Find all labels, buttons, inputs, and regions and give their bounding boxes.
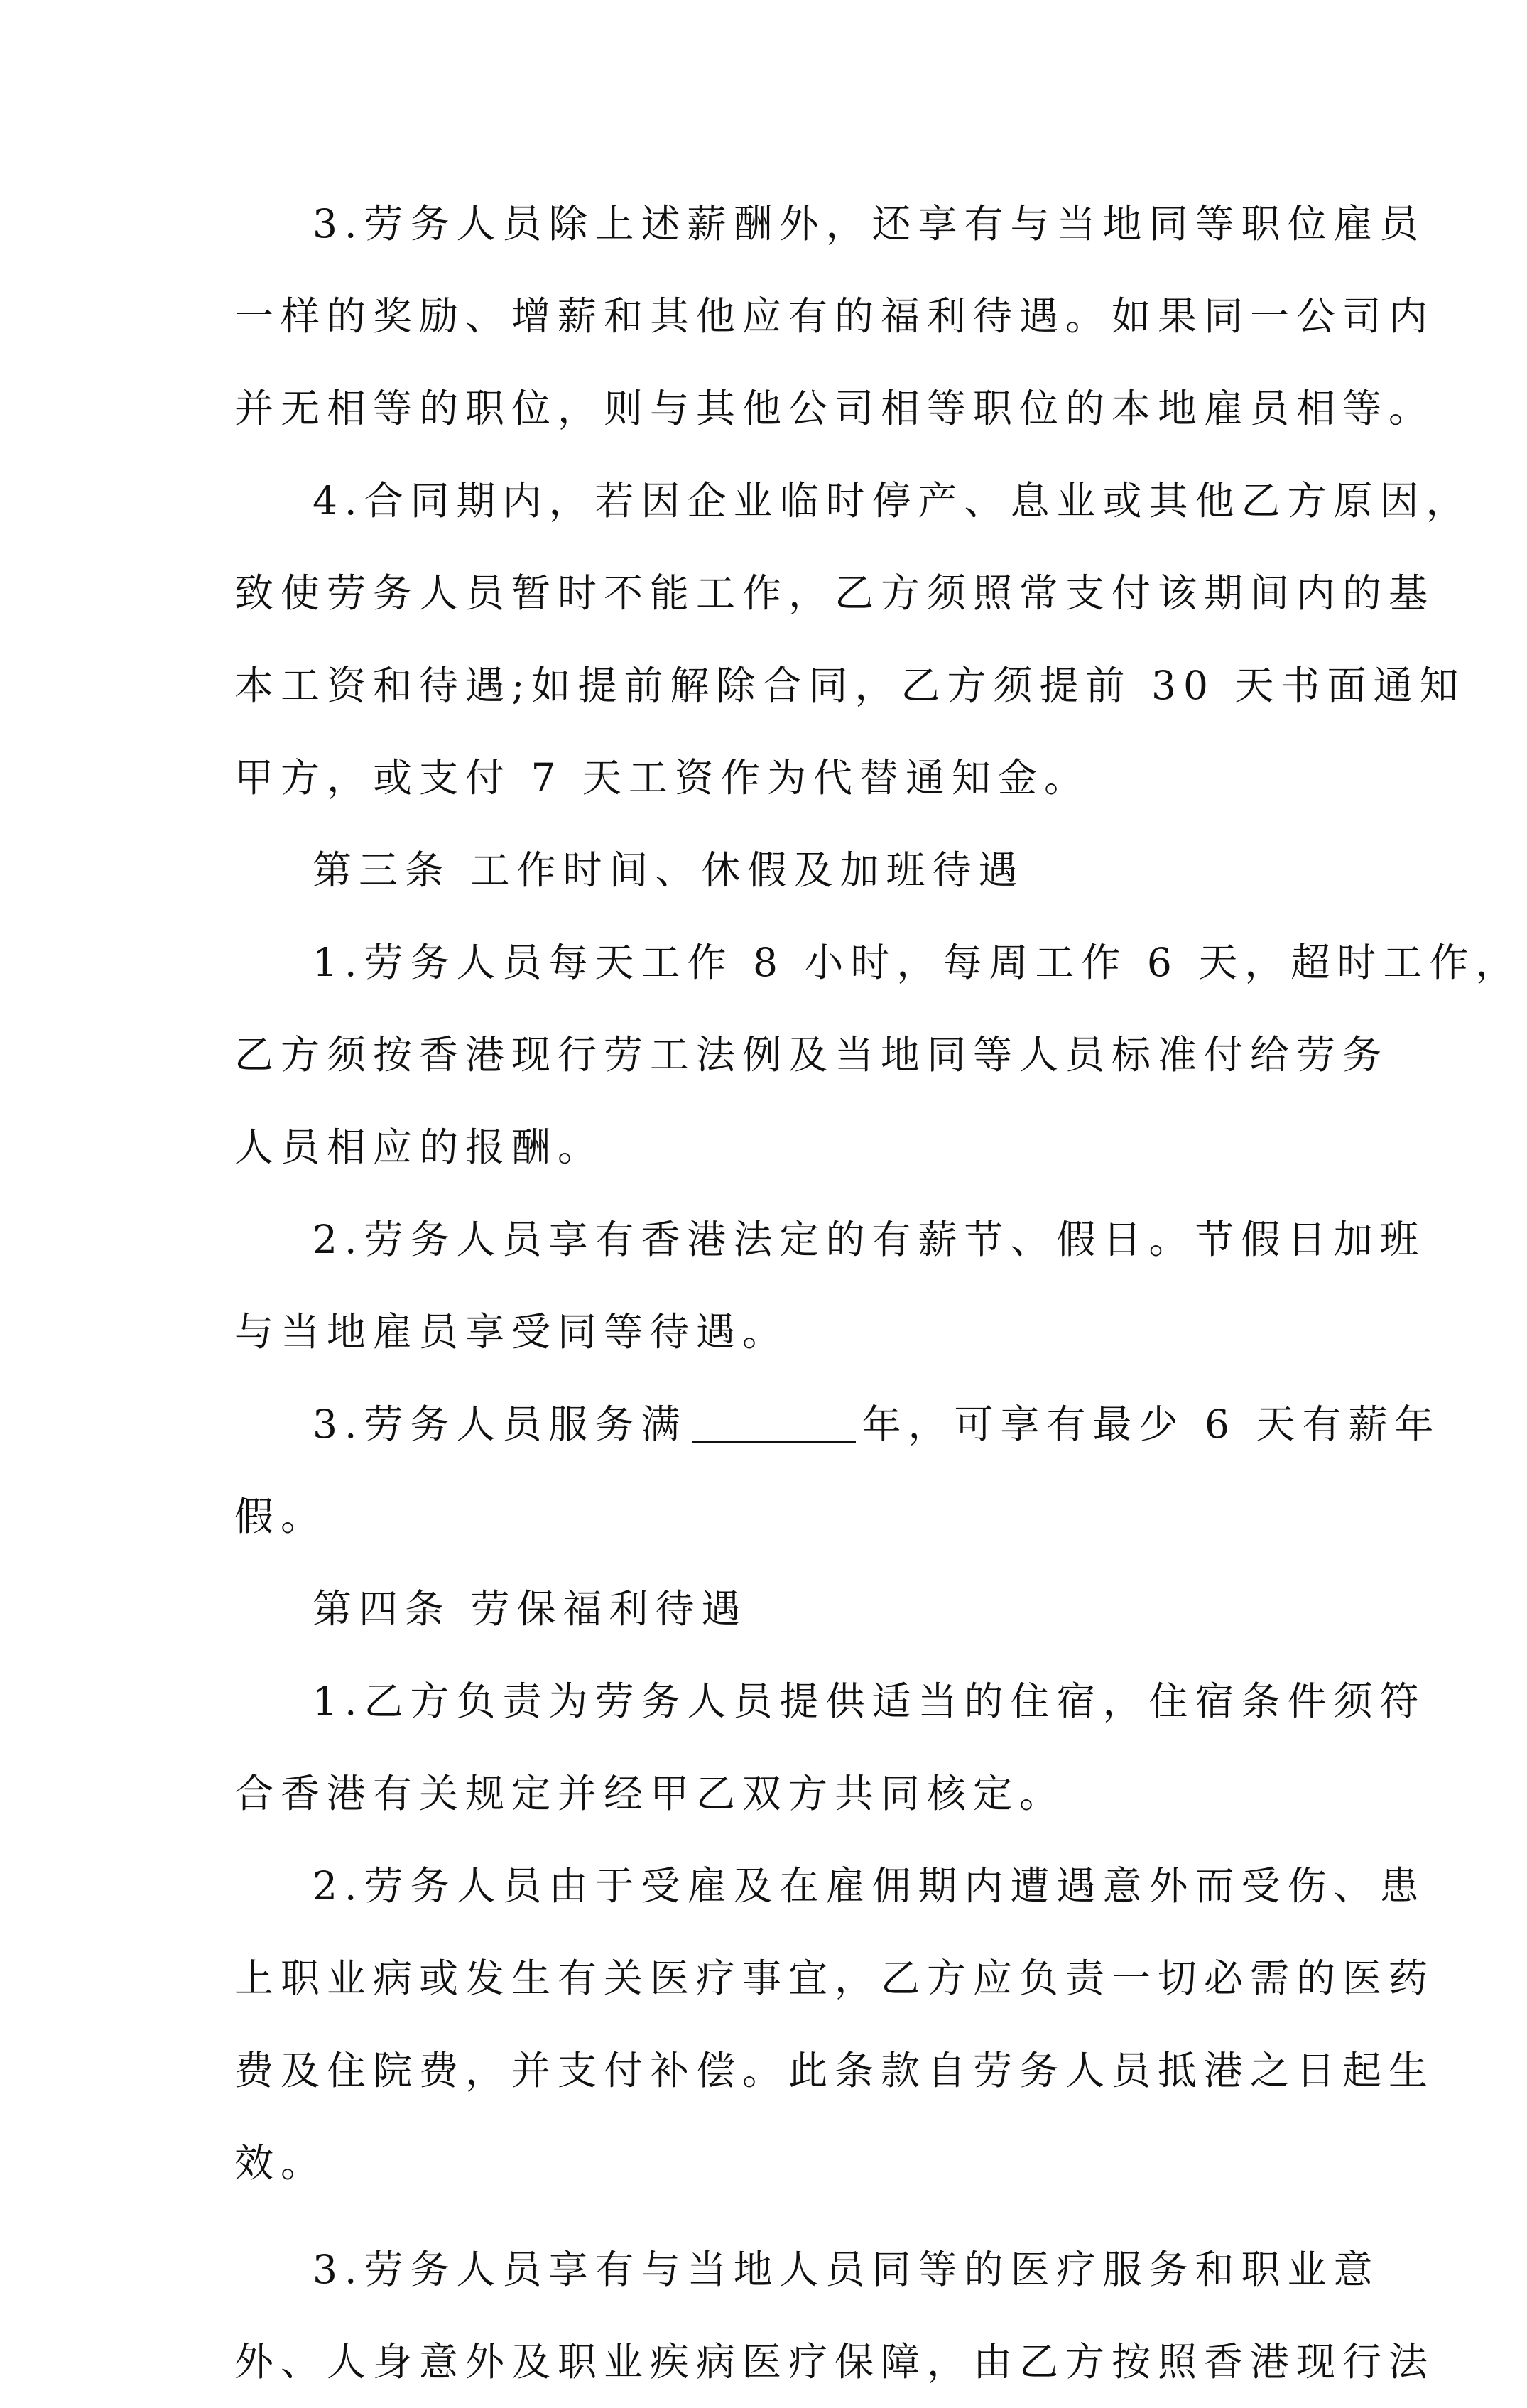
paragraph-line: 本工资和待遇;如提前解除合同，乙方须提前 30 天书面通知 bbox=[234, 663, 1466, 708]
paragraph-line: 上职业病或发生有关医疗事宜，乙方应负责一切必需的医药 bbox=[234, 1956, 1435, 2001]
paragraph-line: 费及住院费，并支付补偿。此条款自劳务人员抵港之日起生 bbox=[234, 2048, 1435, 2093]
paragraph-line: 乙方须按香港现行劳工法例及当地同等人员标准付给劳务 bbox=[234, 1032, 1389, 1078]
paragraph-line: 2.劳务人员由于受雇及在雇佣期内遭遇意外而受伤、患 bbox=[313, 1863, 1426, 1909]
paragraph-line: 3.劳务人员除上述薪酬外，还享有与当地同等职位雇员 bbox=[313, 201, 1426, 246]
paragraph-line: 效。 bbox=[234, 2140, 327, 2186]
paragraph-line: 合香港有关规定并经甲乙双方共同核定。 bbox=[234, 1771, 1066, 1816]
paragraph-line: 4.合同期内，若因企业临时停产、息业或其他乙方原因， bbox=[313, 478, 1472, 524]
section-heading: 第三条 工作时间、休假及加班待遇 bbox=[313, 847, 1025, 893]
paragraph-line-with-blank bbox=[234, 1378, 1441, 1470]
paragraph-line: 2.劳务人员享有香港法定的有薪节、假日。节假日加班 bbox=[313, 1217, 1426, 1262]
fill-in-blank bbox=[692, 1400, 856, 1443]
paragraph-line: 与当地雇员享受同等待遇。 bbox=[234, 1309, 789, 1355]
paragraph-text-before-blank: 3.劳务人员服务满 bbox=[313, 1401, 688, 1447]
paragraph-text-after-blank: 年，可享有最少 6 天有薪年 bbox=[862, 1401, 1441, 1447]
section-heading: 第四条 劳保福利待遇 bbox=[313, 1586, 748, 1632]
paragraph-line: 人员相应的报酬。 bbox=[234, 1124, 604, 1170]
contract-text bbox=[234, 178, 1522, 2408]
paragraph-line: 甲方，或支付 7 天工资作为代替通知金。 bbox=[234, 755, 1090, 801]
paragraph-line: 3.劳务人员享有与当地人员同等的医疗服务和职业意 bbox=[313, 2247, 1380, 2292]
paragraph-line: 致使劳务人员暂时不能工作，乙方须照常支付该期间内的基 bbox=[234, 570, 1435, 616]
paragraph-line: 1.劳务人员每天工作 8 小时，每周工作 6 天，超时工作， bbox=[313, 940, 1522, 985]
paragraph-line: 1.乙方负责为劳务人员提供适当的住宿，住宿条件须符 bbox=[313, 1678, 1426, 1724]
paragraph-spacing bbox=[234, 2209, 1321, 2223]
paragraph-line: 假。 bbox=[234, 1494, 327, 1539]
paragraph-line: 外、人身意外及职业疾病医疗保障，由乙方按照香港现行法 bbox=[234, 2339, 1435, 2385]
paragraph-line: 并无相等的职位，则与其他公司相等职位的本地雇员相等。 bbox=[234, 386, 1435, 431]
paragraph-line: 一样的奖励、增薪和其他应有的福利待遇。如果同一公司内 bbox=[234, 293, 1435, 339]
